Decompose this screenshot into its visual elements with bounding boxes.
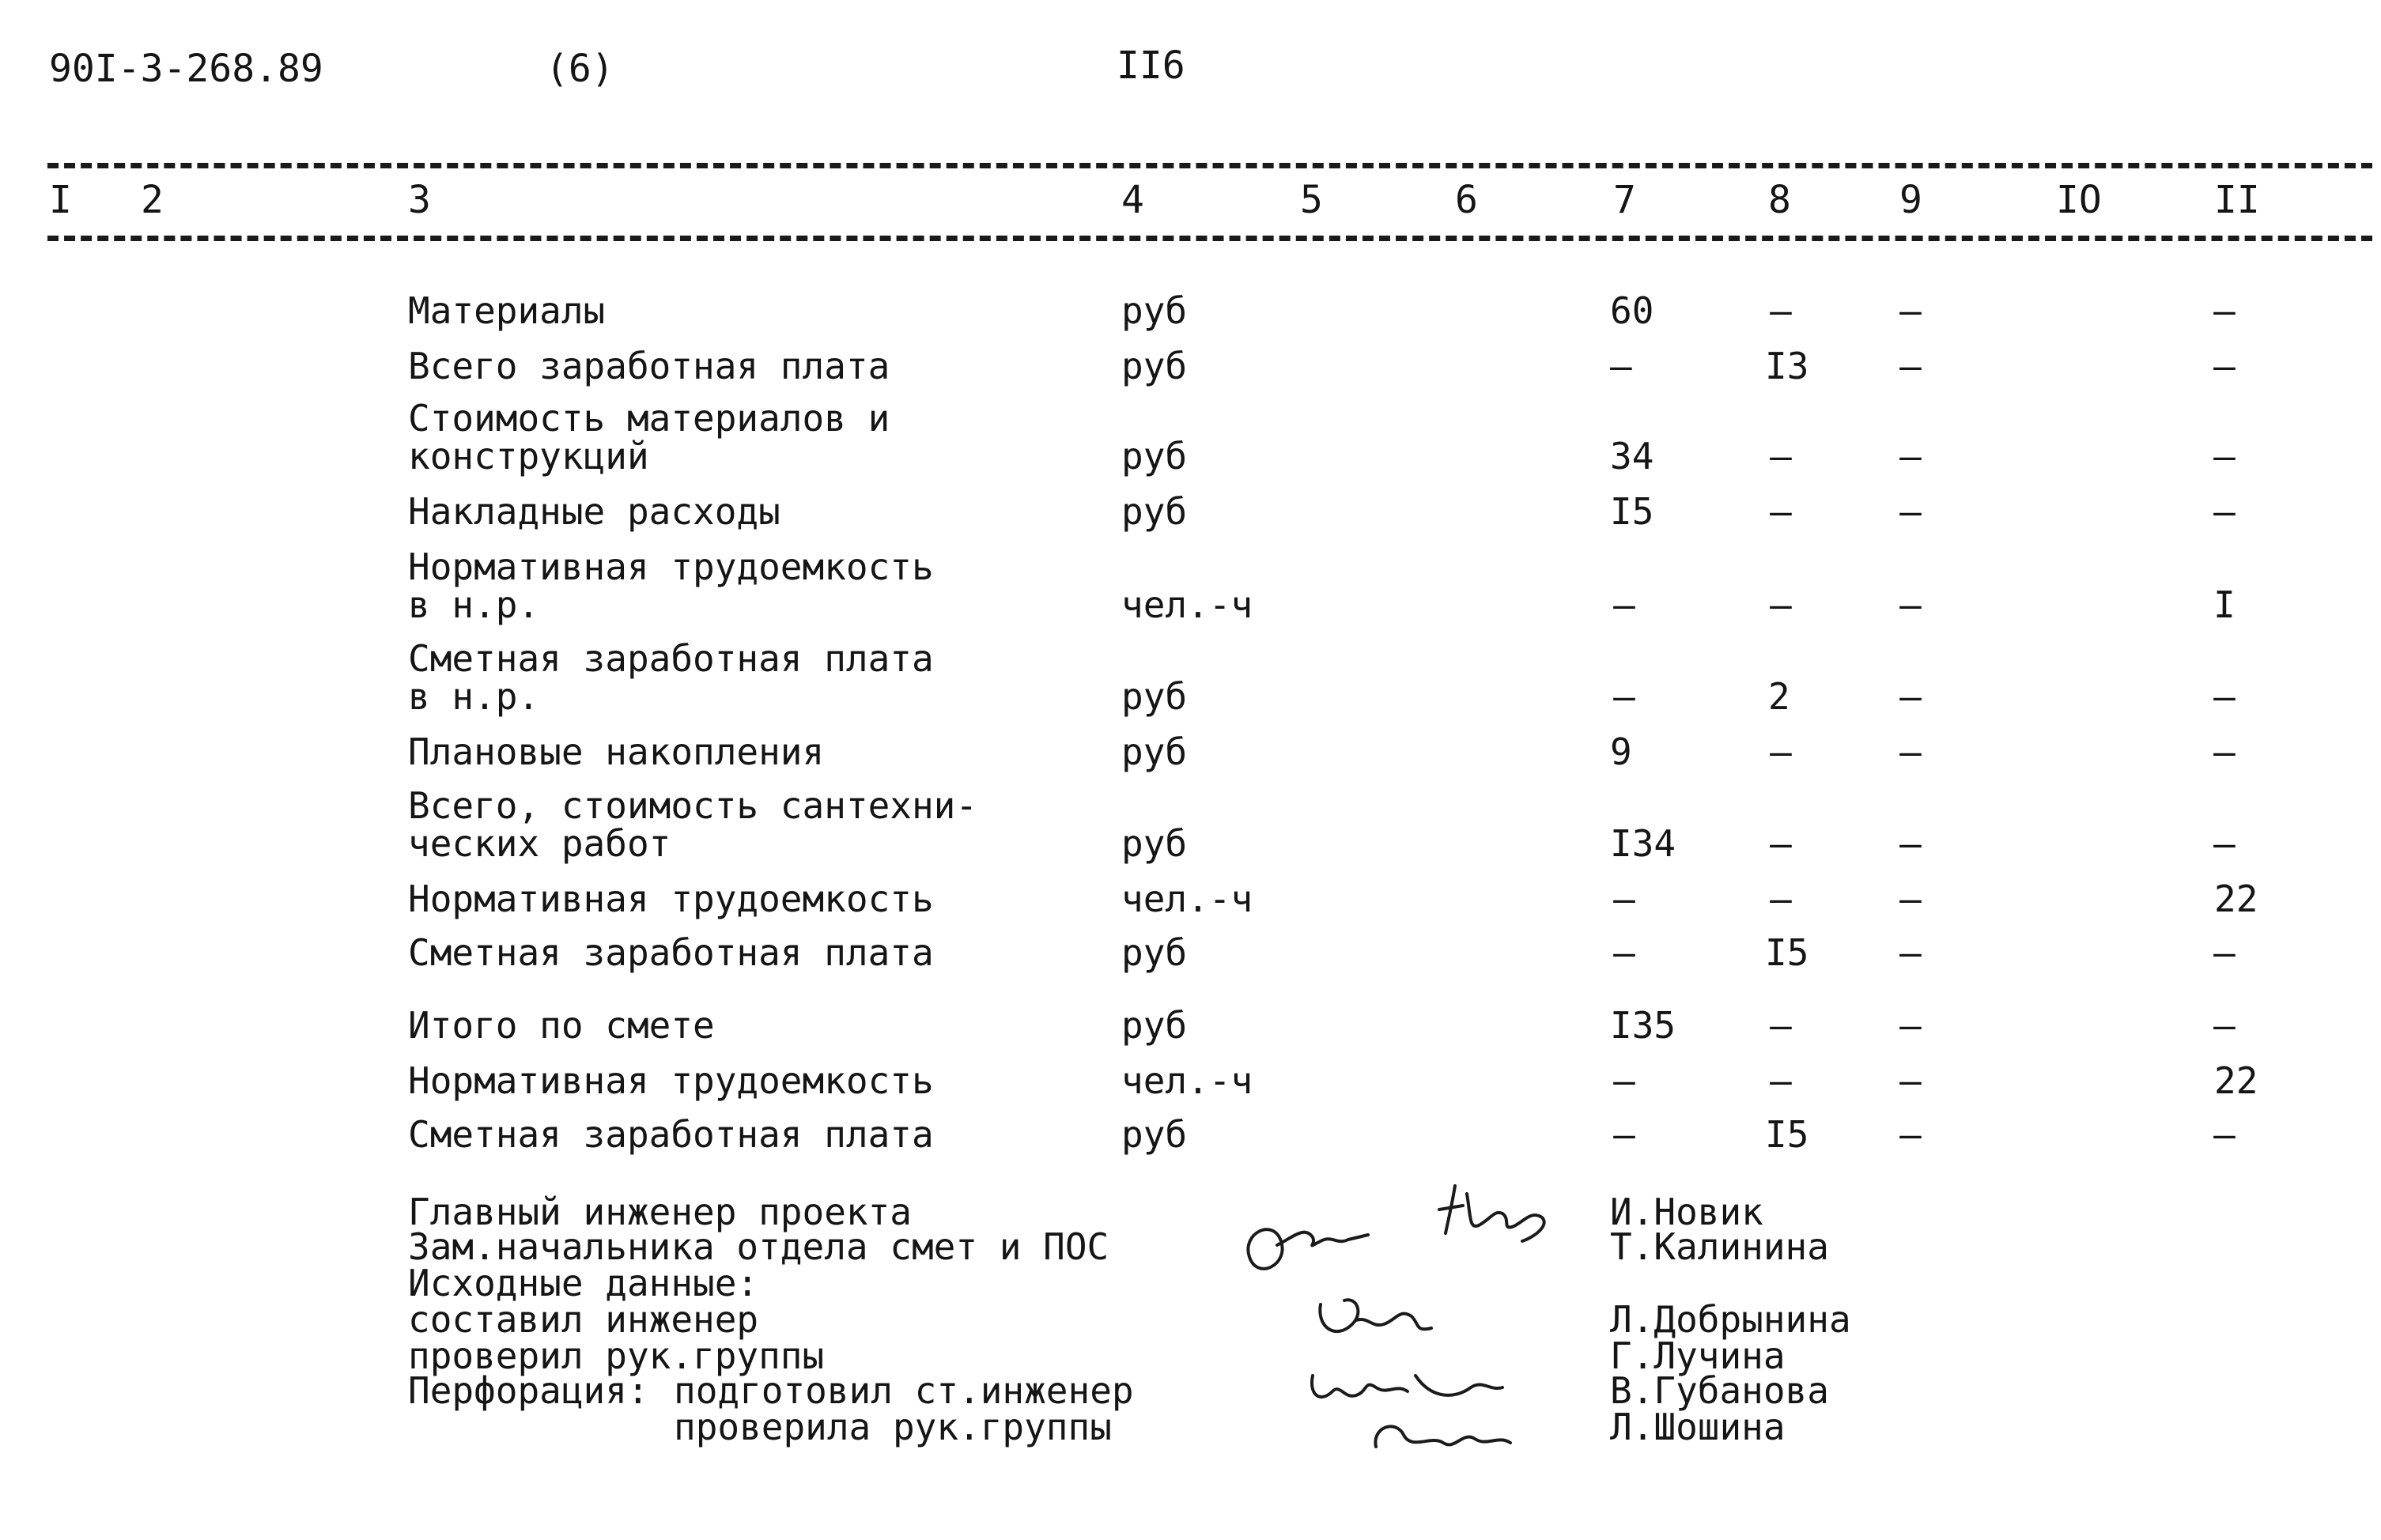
checked-role: проверил рук.группы (408, 1334, 825, 1377)
row-unit: чел.-ч (1121, 1059, 1253, 1102)
row-label: Нормативная трудоемкость (408, 1059, 934, 1102)
cell-col9: – (1899, 822, 1922, 865)
row-unit: руб (1121, 675, 1188, 718)
cell-col8: – (1770, 583, 1792, 626)
cell-col8: – (1770, 289, 1792, 332)
perforation-checked-role: проверила рук.группы (674, 1406, 1112, 1448)
cell-col9: – (1899, 675, 1922, 718)
cell-col11: – (2213, 289, 2235, 332)
cell-col7: 34 (1610, 435, 1654, 477)
cell-col9: – (1899, 490, 1922, 533)
cell-col7: 60 (1610, 289, 1654, 332)
cell-col7: – (1613, 675, 1635, 718)
cell-col7: I34 (1610, 822, 1676, 865)
perforation-prepared-name: В.Губанова (1610, 1369, 1829, 1412)
cell-col9: – (1899, 1059, 1922, 1102)
cell-col9: – (1899, 345, 1922, 387)
cell-col7: – (1610, 345, 1632, 387)
row-label: Сметная заработная плата (408, 1113, 934, 1156)
cell-col8: – (1770, 435, 1792, 477)
cell-col11: – (2213, 931, 2235, 974)
row-label: Всего заработная плата (408, 345, 890, 387)
row-unit: руб (1121, 289, 1188, 332)
cell-col7: – (1613, 1113, 1635, 1156)
cell-col7: – (1613, 931, 1635, 974)
cell-col8: – (1770, 730, 1792, 773)
cell-col9: – (1899, 289, 1922, 332)
row-unit: чел.-ч (1121, 878, 1253, 920)
row-label: Нормативная трудоемкость (408, 545, 934, 588)
column-header: 5 (1300, 178, 1323, 222)
column-header: 6 (1455, 178, 1478, 222)
perforation-prepared-role: подготовил ст.инженер (674, 1369, 1134, 1412)
chief-engineer-name: И.Новик (1610, 1191, 1763, 1233)
row-label: Нормативная трудоемкость (408, 878, 934, 920)
column-header: 2 (141, 178, 164, 222)
row-unit: руб (1121, 435, 1188, 477)
cell-col8: – (1770, 1059, 1792, 1102)
row-label: Стоимость материалов и (408, 397, 890, 440)
cell-col9: – (1899, 1113, 1922, 1156)
cell-col11: I (2213, 583, 2235, 626)
header-top-rule (47, 163, 2372, 168)
row-label: Материалы (408, 289, 606, 332)
cell-col7: 9 (1610, 730, 1632, 773)
cell-col11: – (2213, 822, 2235, 865)
cell-col8: I5 (1765, 931, 1809, 974)
handwritten-signatures (1218, 1162, 1574, 1478)
chief-engineer-role: Главный инженер проекта (408, 1191, 912, 1233)
row-label: Плановые накопления (408, 730, 825, 773)
cell-col7: – (1613, 583, 1635, 626)
cell-col8: – (1770, 878, 1792, 920)
cell-col9: – (1899, 730, 1922, 773)
row-label: Накладные расходы (408, 490, 780, 533)
perforation-label: Перфорация: (408, 1369, 649, 1412)
row-unit: руб (1121, 490, 1188, 533)
deputy-name: Т.Калинина (1610, 1225, 1829, 1268)
cell-col7: I35 (1610, 1004, 1676, 1047)
row-unit: руб (1121, 730, 1188, 773)
row-label: Всего, стоимость сантехни- (408, 784, 978, 827)
column-header: 4 (1121, 178, 1144, 222)
column-header: II (2214, 178, 2260, 222)
deputy-role: Зам.начальника отдела смет и ПОС (408, 1225, 1109, 1268)
column-header: 8 (1768, 178, 1791, 222)
cell-col11: – (2213, 435, 2235, 477)
row-unit: руб (1121, 1113, 1188, 1156)
row-label: Сметная заработная плата (408, 931, 934, 974)
cell-col7: – (1613, 878, 1635, 920)
cell-col11: 22 (2214, 878, 2258, 920)
cell-col7: – (1613, 1059, 1635, 1102)
row-unit: руб (1121, 931, 1188, 974)
column-header: IO (2056, 178, 2102, 222)
source-data-label: Исходные данные: (408, 1262, 759, 1304)
row-label-continuation: конструкций (408, 435, 649, 477)
document-code: 90I-3-268.89 (49, 47, 323, 91)
row-unit: руб (1121, 822, 1188, 865)
compiled-name: Л.Добрынина (1610, 1298, 1851, 1341)
cell-col11: – (2213, 730, 2235, 773)
cell-col11: – (2213, 1004, 2235, 1047)
header-bottom-rule (47, 236, 2372, 241)
column-header: 9 (1899, 178, 1922, 222)
cell-col9: – (1899, 931, 1922, 974)
column-header: 7 (1613, 178, 1636, 222)
row-unit: чел.-ч (1121, 583, 1253, 626)
row-unit: руб (1121, 1004, 1188, 1047)
cell-col11: 22 (2214, 1059, 2258, 1102)
cell-col8: – (1770, 490, 1792, 533)
cell-col8: 2 (1768, 675, 1790, 718)
cell-col8: – (1770, 822, 1792, 865)
column-header: I (49, 178, 72, 222)
cell-col11: – (2213, 675, 2235, 718)
row-label-continuation: ческих работ (408, 822, 671, 865)
column-header: 3 (408, 178, 431, 222)
cell-col9: – (1899, 583, 1922, 626)
row-label-continuation: в н.р. (408, 583, 540, 626)
perforation-checked-name: Л.Шошина (1610, 1406, 1786, 1448)
row-label: Итого по смете (408, 1004, 715, 1047)
page-number: II6 (1117, 43, 1185, 88)
cell-col9: – (1899, 1004, 1922, 1047)
row-unit: руб (1121, 345, 1188, 387)
cell-col9: – (1899, 435, 1922, 477)
cell-col7: I5 (1610, 490, 1654, 533)
row-label-continuation: в н.р. (408, 675, 540, 718)
cell-col8: – (1770, 1004, 1792, 1047)
checked-name: Г.Лучина (1610, 1334, 1786, 1377)
issue-number: (6) (546, 47, 614, 91)
cell-col8: I3 (1765, 345, 1809, 387)
cell-col11: – (2213, 345, 2235, 387)
cell-col9: – (1899, 878, 1922, 920)
cell-col11: – (2213, 490, 2235, 533)
cell-col8: I5 (1765, 1113, 1809, 1156)
row-label: Сметная заработная плата (408, 637, 934, 680)
cell-col11: – (2213, 1113, 2235, 1156)
compiled-role: составил инженер (408, 1298, 759, 1341)
